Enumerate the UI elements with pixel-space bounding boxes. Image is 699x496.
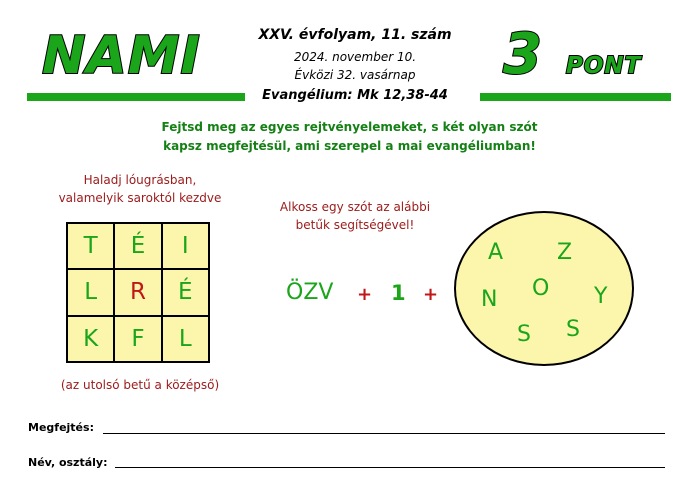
plus-sign: +: [357, 284, 373, 305]
intro-line-2: kapsz megfejtésül, ami szerepel a mai evangéliumban!: [163, 139, 536, 153]
intro-line-1: Fejtsd meg az egyes rejtvényelemeket, s két olyan szót: [161, 120, 538, 134]
puzzle1-instruction-1: Haladj lóugrásban,: [83, 173, 197, 187]
solution-label: Megfejtés:: [28, 421, 94, 434]
name-label: Név, osztály:: [28, 456, 108, 469]
equation-number: 1: [391, 281, 406, 305]
ellipse-letter: N: [481, 287, 498, 312]
plus-sign: +: [423, 284, 439, 305]
puzzle1-hint: (az utolsó betű a középső): [60, 378, 220, 392]
header-bar-left: [27, 93, 245, 101]
ellipse-letter: S: [566, 317, 580, 342]
puzzle1-instruction-2: valamelyik saroktól kezdve: [58, 191, 222, 205]
ellipse-letter: O: [532, 276, 550, 301]
grid-cell: L: [163, 317, 208, 361]
points-number: 3: [503, 22, 543, 87]
grid-cell: É: [163, 270, 208, 314]
grid-cell-center: R: [115, 270, 160, 314]
ellipse-letter: Z: [557, 240, 573, 265]
grid-cell: T: [68, 224, 113, 268]
ellipse-letter: A: [488, 240, 504, 265]
letter-grid: [66, 222, 210, 363]
issue-line: XXV. évfolyam, 11. szám: [258, 27, 452, 43]
name-line[interactable]: [115, 467, 665, 468]
puzzle2-instruction-1: Alkoss egy szót az alábbi: [279, 200, 431, 214]
sunday-line: Évközi 32. vasárnap: [294, 68, 416, 82]
header-bar-right: [480, 93, 671, 101]
ellipse-letter: S: [517, 322, 531, 347]
grid-cell: K: [68, 317, 113, 361]
equation-word: ÖZV: [286, 280, 334, 305]
puzzle2-instruction-2: betűk segítségével!: [295, 218, 415, 232]
points-label: PONT: [566, 53, 642, 79]
date-line: 2024. november 10.: [293, 50, 417, 64]
grid-cell: I: [163, 224, 208, 268]
grid-cell: F: [115, 317, 160, 361]
ellipse-letter: Y: [594, 284, 608, 309]
gospel-line: Evangélium: Mk 12,38-44: [262, 88, 448, 103]
grid-cell: É: [115, 224, 160, 268]
grid-cell: L: [68, 270, 113, 314]
solution-line[interactable]: [103, 433, 665, 434]
logo: NAMI: [42, 26, 201, 86]
